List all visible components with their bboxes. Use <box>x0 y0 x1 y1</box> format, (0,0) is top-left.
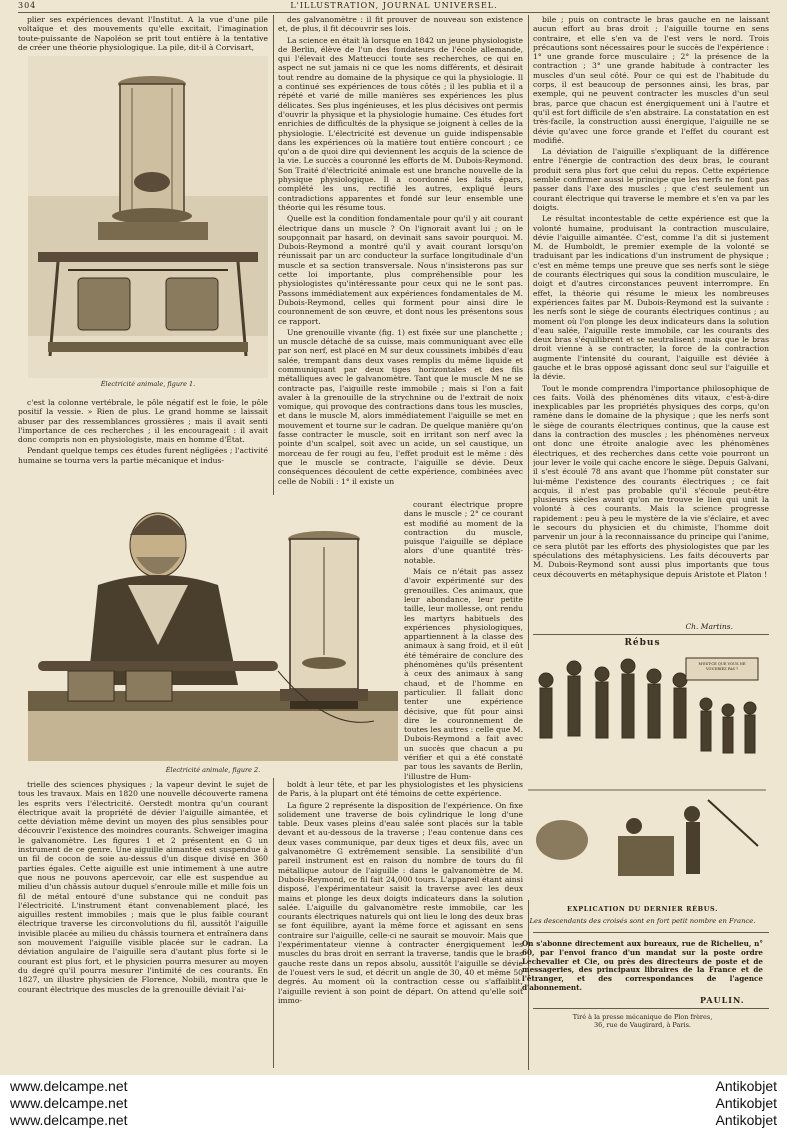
paragraph: bile ; puis on contracte le bras gauche en ne laissant aucun effort au bras droit ; l'aiguille tourne en sens contraire, et elle s'en va de l'est vers le nord. Trois précautions sont nécessaires pour le succès de l'expérience : 1° une grande force musculaire ; 2° la présence de la contraction ; 3° une grande habitude à contracter les muscles d'un seul côté. Pour ce qui est de l'habitude du corps, il est beaucoup de personnes ainsi, les bras, par exemple, qui ne peuvent contracter les muscles d'un seul bras, parce que chacun est énergiquement uni à l'autre et qu'il est fort difficile de s'en abstraire. La constatation en est très-facile, la construction aussi énergique, l'aiguille ne se dévie qu'avec une force grande et l'effet du courant est modifié. <box>533 15 769 145</box>
article-col1-mid <box>18 398 268 480</box>
watermark-left-3: www.delcampe.net <box>10 1112 128 1128</box>
watermark-right-1: Antikobjet <box>715 1078 777 1094</box>
watermark-right-2: Antikobjet <box>715 1095 777 1111</box>
paragraph: La déviation de l'aiguille s'expliquant de la différence entre l'énergie de contraction des deux bras, le courant produit sera plus fort que celui du repos. Cette expérience semble confirmer aussi le principe que les nerfs ne font pas passer dans l'axe des muscles ; que c'est seulement un courant électrique qui traverse le membre et s'en va par les doigts. <box>533 147 769 212</box>
rebus-title: Rébus <box>624 638 661 648</box>
printer-line-2: 36, rue de Vaugirard, à Paris. <box>594 1021 691 1029</box>
author-signature: Ch. Martins. <box>685 622 733 631</box>
paragraph: Le résultat incontestable de cette expérience est que la volonté humaine, produisant la contraction musculaire, dévie l'aiguille aimantée. C'est, comme l'a dit si justement M. de Humboldt, le premier exemple de la volonté se traduisant par les indications d'un instrument de physique ; c'est en même temps une preuve que ses nerfs sont le siège de courants électriques qui sous la condition musculaire, le doigt et d'autres circonstances peuvent interrompre. En effet, la théorie qui résume le mieux les nombreuses expériences faites par M. Dubois-Reymond est la suivante : les nerfs sont le siège de courants électriques continus ; au moment où l'on plonge les deux indicateurs dans la solution d'eau salée, l'aiguille reste immobile, car les courants des deux bras s'équilibrent et se neutralisent ; mais que le bras droit vienne à se contracter, la force de la contraction augmente l'intensité du courant, l'aiguille est déviée à gauche et le bras opposé agissant donc seul sur l'aiguille et la dévie. <box>533 214 769 382</box>
figure-1-caption: Électricité animale, figure 1. <box>100 380 196 388</box>
paragraph: Une grenouille vivante (fig. 1) est fixée sur une planchette ; un muscle détaché de sa cuisse, mais communiquant avec elle par son nerf, est placé en M sur deux coussinets imbibés d'eau salée, trempant dans deux vases remplis du même liquide et communiquant par deux tiges horizontales et des fils métalliques avec le galvanomètre. Tant que le muscle M ne se contracte pas, l'aiguille reste immobile ; mais si l'on a fait avaler à la grenouille de la strychnine ou de l'extrait de noix vomique, qui provoque des contractions dans tous les muscles, et dans le muscle M, alors immédiatement l'aiguille se met en mouvement et tourne sur le cadran. De quelque manière qu'on fasse contracter le muscle, soit en irritant son nerf avec la pointe d'un scalpel, soit avec un acide, un sel caustique, un morceau de fer rougi au feu, l'effet produit est le même : dès que le muscle se contracte, l'aiguille se dévie. Deux conséquences découlent de cette expérience, combinées avec celle de Nobili : 1° il existe un <box>278 327 523 486</box>
publisher-name: PAULIN. <box>700 995 745 1005</box>
printer-line-1: Tiré à la presse mécanique de Plon frères, <box>572 1013 713 1021</box>
watermark-left-1: www.delcampe.net <box>10 1078 128 1094</box>
rebus-illustration <box>528 650 766 900</box>
paragraph: La science en était là lorsque en 1842 un jeune physiologiste de Berlin, élève de l'un des fondateurs de l'école allemande, qui l'élevait des Matteucci toute ses recherches, ce qui en aspect ne sut jamais ni ce que les noms différents, et désirait tout rendre au domaine de la physique ce qui la physiologie. Il a continué ses expériences de tous côtés ; il les publia et il a répété et varié de mille manières ses expériences les plus délicates. Ses plus ingénieuses, et les plus décisives ont permis d'ouvrir la physique et la physiologie humaine. Ces études fort enrichies de difficultés de la physique se joignent à celles de la physiologie. L'électricité est devenue un guide indispensable dans les expériences où la matière tout entière concourt ; ce qu'on a de quoi dire qui deviennent les acquis de la science de la vie. Le succès a couronné les efforts de M. Dubois-Reymond. Son Traité d'électricité animale est une branche nouvelle de la physique physiologique. Il a coordonné les faits épars, complété les uns, rectifié les autres, expliqué leurs contradictions apparentes et fondé sur leur ensemble une théorie qui les résume tous. <box>278 35 523 212</box>
page-number: 304 <box>18 1 37 10</box>
article-col4 <box>533 15 769 620</box>
paragraph: Quelle est la condition fondamentale pour qu'il y ait courant électrique dans un muscle ? On l'ignorait avant lui ; on le soupçonnait par hasard, on devinait sans savoir pourquoi. M. Dubois-Reymond a montré qu'il y avait courant lorsqu'on réunissait par un arc conducteur la surface longitudinale d'un muscle et sa section transversale. Nous n'insisterons pas sur cette loi importante, plus compréhensible pour les physiologistes qu'intéressante pour ceux qui ne le sont pas. Passons immédiatement aux expériences fondamentales de M. Dubois-Reymond, celles qui forment pour ainsi dire le couronnement de son œuvre, et dont nous les présentons sous ce rapport. <box>278 214 523 326</box>
watermark-right-3: Antikobjet <box>715 1112 777 1128</box>
paragraph: Mais ce n'était pas assez d'avoir expérimenté sur des grenouilles. Ces animaux, que leur abondance, leur petite taille, leur mollesse, ont rendu les martyrs habituels des expériences physiologiques, appartiennent à la classe des animaux à sang froid, et il eût été téméraire de conclure des phénomènes qu'ils présentent à ceux des animaux à sang chaud, et de l'homme en particulier. Il fallait donc tenter une expérience décisive, que fût pour ainsi dire le couronnement de toutes les autres : celle que M. Dubois-Reymond a fait avec un succès que chacun a pu vérifier et qui a été constaté par tous les savants de Berlin, l'illustre de Hum- <box>404 567 523 780</box>
rebus-speech-bubble: M'EST-CE QUE VOUS NE VOUDRIEZ PAS ? <box>698 662 746 671</box>
article-col3-bottom <box>278 780 523 1065</box>
paragraph: c'est la colonne vertébrale, le pôle négatif est le foie, le pôle positif la vessie. » Rien de plus. Le grand homme se laissait abuser par des ressemblances grossières ; mais il avait senti l'importance de ces recherches ; il les encourageait : il avait donc compris non en physiologiste, mais en homme d'État. <box>18 398 268 445</box>
paragraph: La figure 2 représente la disposition de l'expérience. On fixe solidement une traverse de bois cylindrique le long d'une table. Deux vases pleins d'eau salée sont placés sur la table devant et au-dessous de la traverse ; l'eau contenue dans ces deux vases communique, par deux tiges et deux fils, avec un galvanomètre G extrêmement sensible. La sensibilité d'un pareil instrument est en raison du nombre de tours du fil métallique autour de l'aiguille : dans le galvanomètre de M. Dubois-Reymond, ce fil fait 24,000 tours. L'appareil étant ainsi disposé, l'expérimentateur saisit la traverse avec les deux mains et plonge les deux doigts indicateurs dans la solution salée. L'aiguille du galvanomètre reste immobile, car les courants électriques naturels qui ont lieu le long des deux bras se font équilibre, ayant la même force et agissant en sens contraire sur l'aiguille, celle-ci ne saurait se mouvoir. Mais que l'expérimentateur vienne à contracter énergiquement les muscles du bras droit en serrant la traverse, tandis que le bras gauche reste dans un repos absolu, aussitôt l'aiguille se dévie de l'ouest vers le sud, et décrit un angle de 30, 40 et même 50 degrés. Au moment où la contraction cesse ou s'affaiblit, l'aiguille revient à son point de départ. On attend qu'elle soit immo- <box>278 800 523 1005</box>
paragraph: trielle des sciences physiques ; la vapeur devint le sujet de tous les travaux. Mais en 1820 une nouvelle découverte ramena les esprits vers l'électricité. Oerstedt montra qu'un courant électrique avait la propriété de dévier l'aiguille aimantée, et cette déviation même devint un moyen des plus sensibles pour découvrir l'existence des moindres courants. Schweiger imagina le galvanomètre. Les figures 1 et 2 présentent en G un instrument de ce genre. Une aiguille aimantée est suspendue à un fil de cocon de soie au-dessus d'un disque divisé en 360 parties égales. Cette aiguille est unie intimement à une autre que nous ne pouvons apercevoir, car elle est suspendue au milieu d'un châssis autour duquel s'enroule mille et mille fois un fil de métal entouré d'une substance qui ne conduit pas l'électricité. L'instrument étant convenablement placé, les aiguilles restent immobiles ; mais que le plus faible courant électrique traverse les circonvolutions du fil, aussitôt l'aiguille invisible placée au milieu du châssis tournera et entraînera dans son mouvement l'aiguille visible placée sur le cadran. La déviation angulaire de l'aiguille sera d'autant plus forte si le courant est plus fort, et le physicien pourra mesurer au moyen du degré qu'il pourra mesurer l'intimité de ces courants. En 1827, un illustre physicien de Florence, Nobili, montra que le courant électrique des muscles de la grenouille déviait l'ai- <box>18 780 268 994</box>
printer-imprint <box>520 1013 765 1029</box>
subscription-notice: On s'abonne directement aux bureaux, rue de Richelieu, n° 60, par l'envoi franco d'un mandat sur la poste ordre Lechevalier et Cie, ou près des directeurs de poste et de messageries, des principaux libraires de la France et de l'étranger, et des correspondances de l'agence d'abonnement. <box>522 939 763 992</box>
rebus-explanation-label: EXPLICATION DU DERNIER RÉBUS. <box>567 905 718 913</box>
article-col3-narrow <box>404 500 523 780</box>
engraving-figure-1 <box>28 56 268 378</box>
paragraph: plier ses expériences devant l'Institut. A la vue d'une pile voltaïque et des mouvements qu'elle excitait, l'imagination toute-puissante de Napoléon se prit tout entière à la tentative de créer une théorie physiologique. La pile, dit-il à Corvisart, <box>18 15 268 52</box>
watermark-footer <box>0 1075 787 1130</box>
engraving-figure-2 <box>28 495 398 763</box>
watermark-left-2: www.delcampe.net <box>10 1095 128 1111</box>
figure-2-caption: Électricité animale, figure 2. <box>165 766 261 774</box>
paragraph: des galvanomètre : il fit prouver de nouveau son existence et, de plus, il fit découvrir ses lois. <box>278 15 523 34</box>
rebus-explanation-text: Les descendants des croisés sont en fort petit nombre en France. <box>529 917 756 925</box>
journal-title: L'ILLUSTRATION, JOURNAL UNIVERSEL. <box>290 1 498 10</box>
article-col3-top <box>278 15 523 498</box>
paragraph: courant électrique propre dans le muscle ; 2° ce courant est modifié au moment de la contraction du muscle, puisque l'aiguille se déplace alors d'une quantité très-notable. <box>404 500 523 565</box>
paragraph: boldt à leur tête, et par les physiologistes et les physiciens de Paris, à la plupart ont été témoins de cette expérience. <box>278 780 523 799</box>
page-header <box>18 0 770 13</box>
article-col1-top <box>18 15 268 53</box>
paragraph: Pendant quelque temps ces études furent négligées ; l'activité humaine se tourna vers la partie mécanique et indus- <box>18 446 268 465</box>
paragraph: Tout le monde comprendra l'importance philosophique de ces faits. Voilà des phénomènes dits vitaux, c'est-à-dire inexplicables par les propriétés physiques des corps, qu'on ramène dans le domaine de la physique ; que les nerfs sont le siège de courants électriques continus, que la cause est dans la contraction des muscles ; les phénomènes nerveux ont donc une étroite analogie avec les phénomènes électriques, et des recherches dans cette voie pourront un jour lever le voile qui cache encore le siège. Depuis Galvani, il s'est écoulé 78 ans avant que l'homme pût constater sur lui-même l'existence des courants électriques ; ce fait acquis, il n'est pas probable qu'il s'écoule peut-être plusieurs siècles avant qu'on ne trouve le lien qui unit la volonté à ces courants. Mais la science progresse rapidement : peu à peu le mystère de la vie s'éclaire, et avec le secours du physicien et du chimiste, l'homme doit parvenir un jour à la reconnaissance du principe qui l'anime, ce sera plutôt par les efforts des physiologistes que par les spéculations des métaphysiciens. Les faits découverts par M. Dubois-Reymond sont aussi plus importants que tous ceux découverts en métaphysique depuis Aristote et Platon ! <box>533 383 769 579</box>
article-col2-bottom <box>18 780 268 1065</box>
